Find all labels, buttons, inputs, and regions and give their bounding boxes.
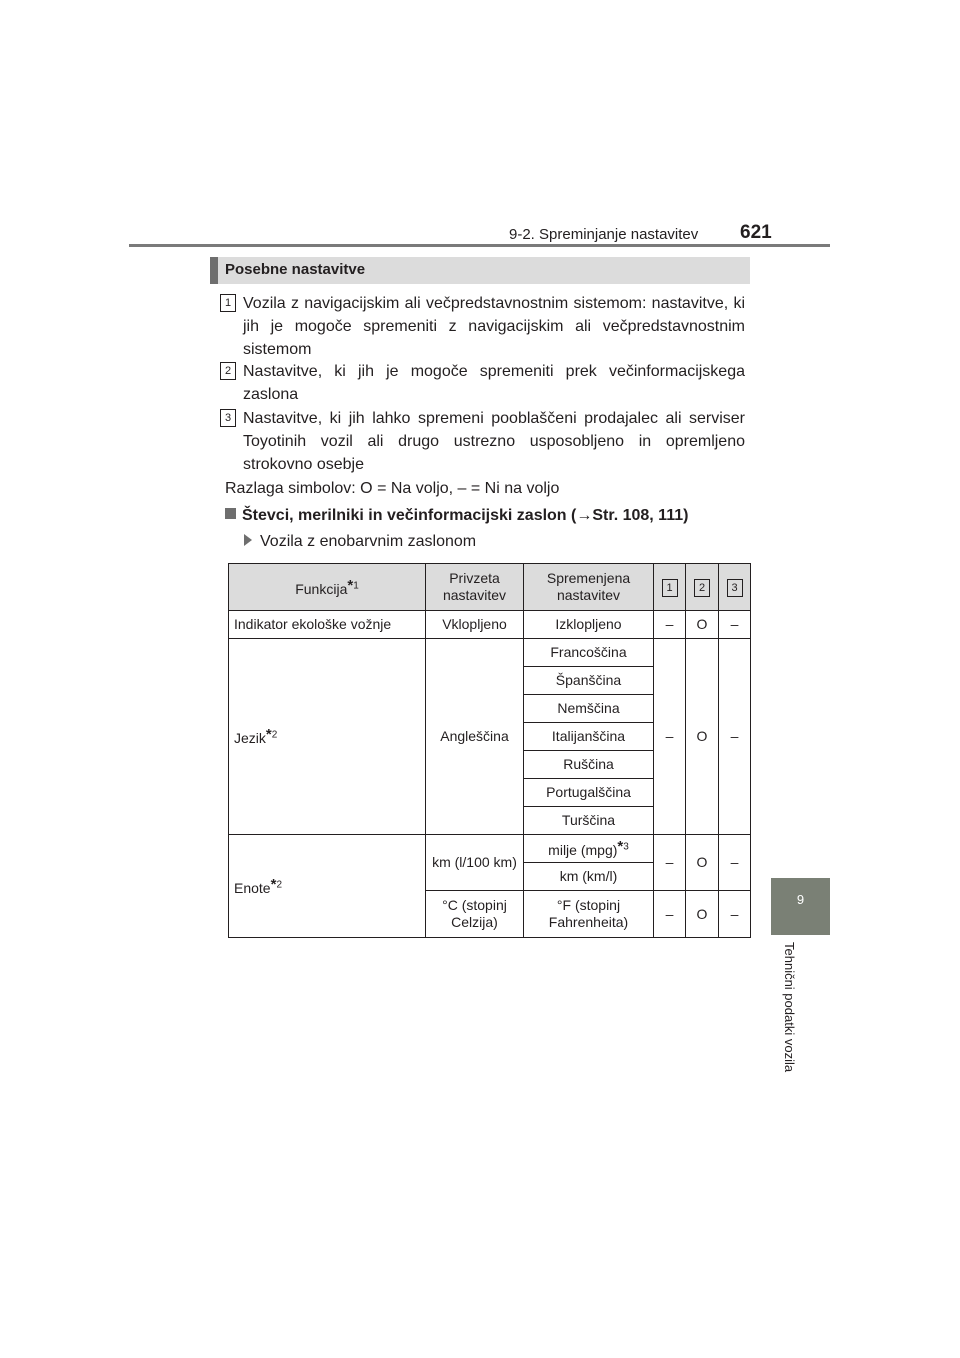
triangle-bullet-icon bbox=[244, 534, 252, 546]
cell-c1: – bbox=[654, 639, 686, 835]
cell-function: Jezik*$^2$ bbox=[229, 639, 426, 835]
cell-default: Vklopljeno bbox=[426, 611, 524, 639]
cell-c1: – bbox=[654, 611, 686, 639]
cell-c2: O bbox=[686, 835, 719, 891]
header-col-2: 2 bbox=[686, 564, 719, 611]
cell-c2: O bbox=[686, 639, 719, 835]
table-row bbox=[229, 639, 751, 667]
cell-changed: Izklopljeno bbox=[524, 611, 654, 639]
cell-c3: – bbox=[719, 639, 751, 835]
header-col-3: 3 bbox=[719, 564, 751, 611]
cell-option: Ruščina bbox=[524, 751, 654, 779]
item-text-3: Nastavitve, ki jih lahko spremeni pooblaščeni prodajalec ali serviser Toyotinih vozil ali drugo ustrezno usposobljeno in opremljeno strokovno osebje bbox=[243, 410, 745, 473]
cell-option: Italijanščina bbox=[524, 723, 654, 751]
item-number-1: 1 bbox=[220, 294, 236, 312]
cell-c3: – bbox=[719, 891, 751, 938]
cell-default: Angleščina bbox=[426, 639, 524, 835]
chapter-side-label-text: Tehnični podatki vozila bbox=[782, 942, 797, 1073]
section-heading bbox=[210, 257, 750, 284]
subheading-text: Števci, merilniki in večinformacijski zaslon (→Str. 108, 111) bbox=[242, 507, 689, 524]
header-col-1: 1 bbox=[654, 564, 686, 611]
item-number-2: 2 bbox=[220, 362, 236, 380]
cell-function-note: 2 bbox=[276, 878, 282, 890]
section-heading-title: Posebne nastavitve bbox=[225, 261, 366, 278]
cell-c2: O bbox=[686, 611, 719, 639]
page-number: 621 bbox=[740, 222, 772, 243]
cell-function: Enote*$^2$ bbox=[229, 835, 426, 938]
header-changed: Spremenjena nastavitev bbox=[524, 564, 654, 611]
header-function-note: 1 bbox=[353, 579, 359, 591]
cell-option: Portugalščina bbox=[524, 779, 654, 807]
square-bullet-icon bbox=[225, 508, 236, 519]
cell-c1: – bbox=[654, 891, 686, 938]
cell-option-note: 3 bbox=[623, 841, 629, 853]
symbol-legend: Razlaga simbolov: O = Na voljo, – = Ni na voljo bbox=[225, 480, 560, 497]
table-row bbox=[229, 611, 751, 639]
cell-function-note: 2 bbox=[271, 729, 278, 741]
header-rule bbox=[129, 244, 830, 247]
cell-option: Nemščina bbox=[524, 695, 654, 723]
cell-c2: O bbox=[686, 891, 719, 938]
cell-option: Francoščina bbox=[524, 639, 654, 667]
cell-c3: – bbox=[719, 611, 751, 639]
cell-c3: – bbox=[719, 835, 751, 891]
cell-c1: – bbox=[654, 835, 686, 891]
cell-changed: °F (stopinj Fahrenheita) bbox=[524, 891, 654, 938]
cell-option: Španščina bbox=[524, 667, 654, 695]
subsubheading-text: Vozila z enobarvnim zaslonom bbox=[260, 533, 477, 550]
cell-default: °C (stopinj Celzija) bbox=[426, 891, 524, 938]
section-heading-marker bbox=[210, 257, 218, 284]
item-text-2: Nastavitve, ki jih je mogoče spremeniti prek večinformacijskega zaslona bbox=[243, 363, 745, 403]
table-header-row bbox=[229, 564, 751, 611]
header-function: Funkcija*$^1$ bbox=[229, 564, 426, 611]
cell-option: milje (mpg)*$^3$ bbox=[524, 835, 654, 863]
header-section-title: 9-2. Spreminjanje nastavitev bbox=[509, 226, 699, 243]
item-number-3: 3 bbox=[220, 409, 236, 427]
item-text-1: Vozila z navigacijskim ali večpredstavnostnim sistemom: nastavitve, ki jih je mogoče spremeniti z navigacijskim ali večpredstavnostnim sistemom bbox=[243, 295, 745, 358]
cell-option: Turščina bbox=[524, 807, 654, 835]
cell-function: Indikator ekološke vožnje bbox=[229, 611, 426, 639]
cell-option: km (km/l) bbox=[524, 863, 654, 891]
header-default: Privzeta nastavitev bbox=[426, 564, 524, 611]
subsubheading bbox=[244, 533, 476, 551]
chapter-side-label bbox=[780, 942, 810, 1094]
table-row bbox=[229, 835, 751, 863]
settings-table bbox=[228, 563, 751, 938]
subheading bbox=[225, 507, 688, 525]
cell-default: km (l/100 km) bbox=[426, 835, 524, 891]
chapter-tab: 9 bbox=[771, 878, 830, 935]
